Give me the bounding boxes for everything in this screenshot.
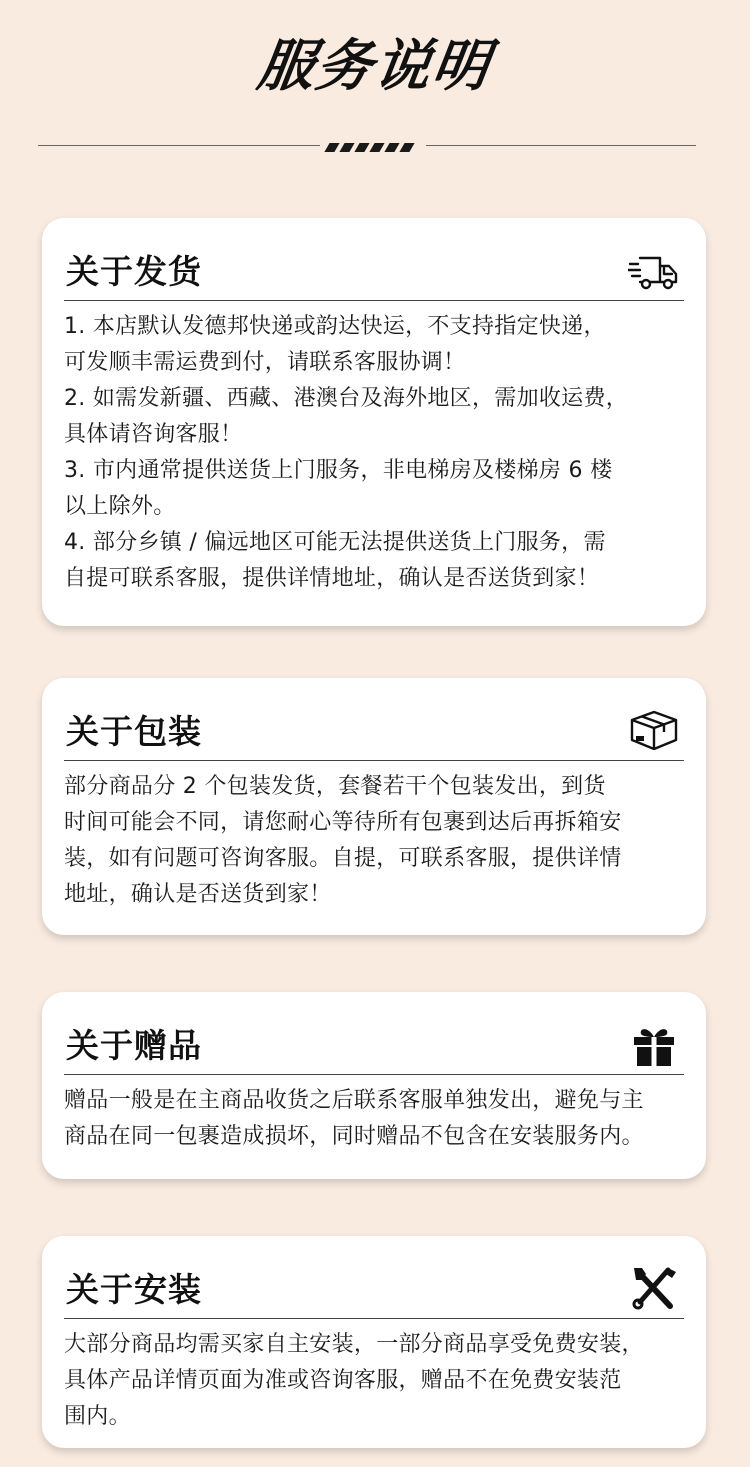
tools-icon bbox=[628, 1264, 680, 1310]
packaging-section bbox=[42, 678, 706, 935]
gift-icon bbox=[628, 1024, 680, 1066]
section-body: 部分商品分 2 个包装发货，套餐若干个包装发出，到货 时间可能会不同，请您耐心等待所有包裹到达后再拆箱安 装，如有问题可咨询客服。自提，可联系客服，提供详情 地址，确认是否送货到家！ bbox=[64, 774, 622, 907]
section-title: 关于发货 bbox=[66, 252, 202, 291]
section-body: 赠品一般是在主商品收货之后联系客服单独发出，避免与主 商品在同一包裹造成损坏，同时赠品不包含在安装服务内。 bbox=[64, 1088, 644, 1149]
section-title: 关于赠品 bbox=[66, 1026, 202, 1065]
section-title: 关于包装 bbox=[66, 712, 202, 751]
title-divider bbox=[38, 145, 696, 155]
package-box-icon bbox=[628, 708, 680, 750]
section-title: 关于安装 bbox=[66, 1270, 202, 1309]
installation-section bbox=[42, 1236, 706, 1448]
delivery-truck-icon bbox=[628, 252, 680, 294]
delivery-section bbox=[42, 218, 706, 626]
gift-section bbox=[42, 992, 706, 1179]
section-body: 大部分商品均需买家自主安装，一部分商品享受免费安装， 具体产品详情页面为准或咨询客服，赠品不在免费安装范 围内。 bbox=[64, 1332, 644, 1429]
section-body: 1. 本店默认发德邦快递或韵达快运，不支持指定快递， 可发顺丰需运费到付，请联系客服协调！ 2. 如需发新疆、西藏、港澳台及海外地区，需加收运费， 具体请咨询客服！ 3. 市内通常提供送货上门服务，非电梯房及楼梯房 6 楼 以上除外。 4. 部分乡镇 / 偏远地区可能无法提供送货上门服务，需 自提可联系客服，提供详情地址，确认是否送货到家！ bbox=[64, 314, 629, 591]
page-title: 服务说明 bbox=[253, 34, 495, 99]
